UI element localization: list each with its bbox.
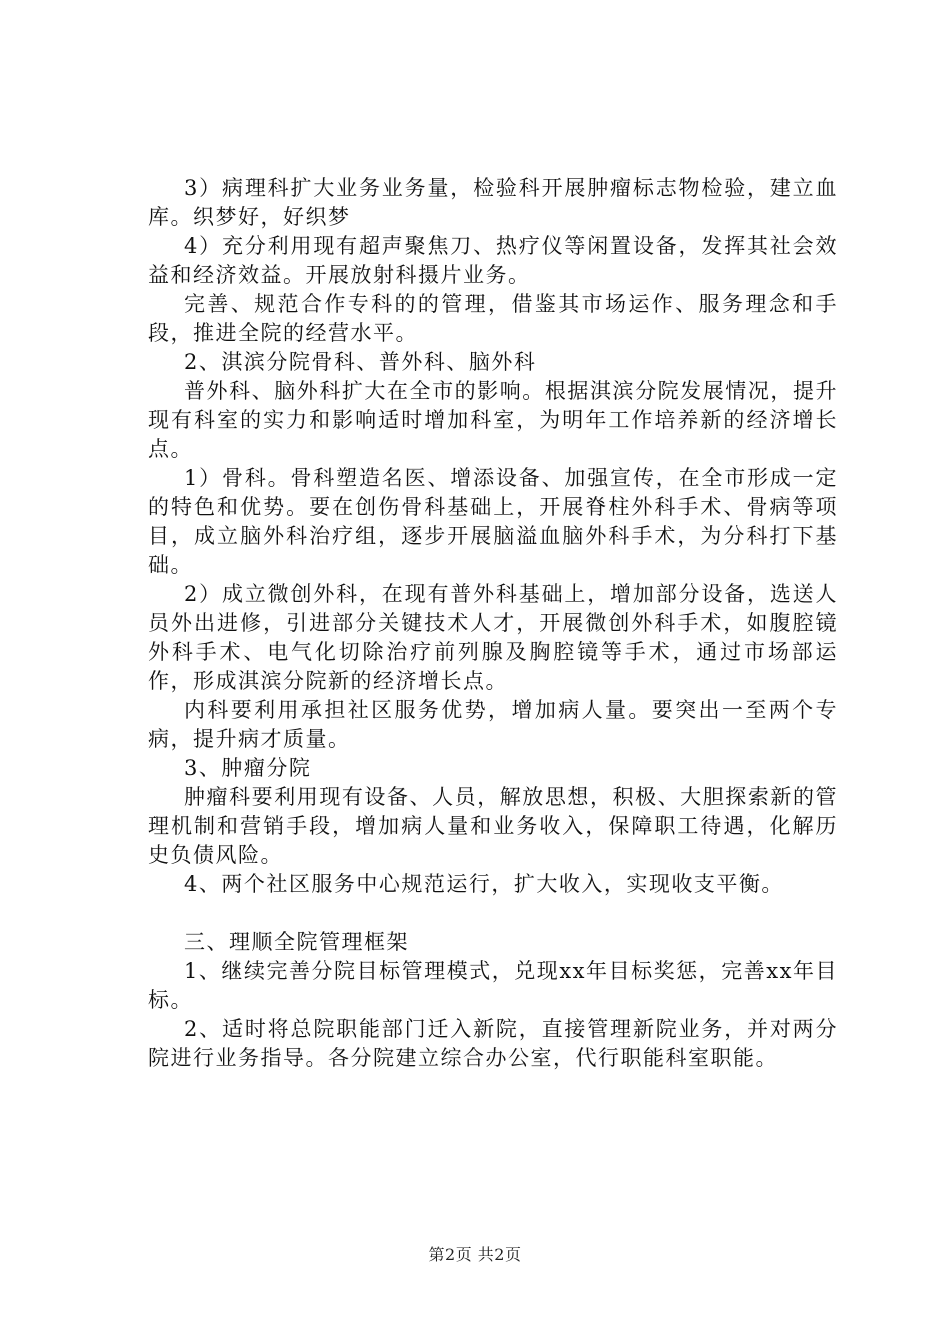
paragraph-idle-equipment: 4）充分利用现有超声聚焦刀、热疗仪等闲置设备，发挥其社会效益和经济效益。开展放射科摄片业务。: [148, 234, 838, 287]
paragraph-community-centers: 4、两个社区服务中心规范运行，扩大收入，实现收支平衡。: [184, 872, 784, 896]
paragraph-pathology: 3）病理科扩大业务业务量，检验科开展肿瘤标志物检验，建立血库。织梦好，好织梦: [148, 176, 838, 229]
document-body: [148, 174, 838, 1073]
paragraph-cooperation: 完善、规范合作专科的的管理，借鉴其市场运作、服务理念和手段，推进全院的经营水平。: [148, 292, 838, 345]
paragraph-oncology: 肿瘤科要利用现有设备、人员，解放思想，积极、大胆探索新的管理机制和营销手段，增加病人量和业务收入，保障职工待遇，化解历史负债风险。: [148, 785, 838, 867]
paragraph-functional-departments: 2、适时将总院职能部门迁入新院，直接管理新院业务，并对两分院进行业务指导。各分院建立综合办公室，代行职能科室职能。: [148, 1017, 838, 1070]
paragraph-target-management: 1、继续完善分院目标管理模式，兑现xx年目标奖惩，完善xx年目标。: [148, 959, 838, 1012]
paragraph-internal-medicine: 内科要利用承担社区服务优势，增加病人量。要突出一至两个专病，提升病才质量。: [148, 698, 838, 751]
section-heading-management: 三、理顺全院管理框架: [184, 930, 409, 954]
paragraph-oncology-heading: 3、肿瘤分院: [184, 756, 312, 780]
paragraph-qibin-intro: 普外科、脑外科扩大在全市的影响。根据淇滨分院发展情况，提升现有科室的实力和影响适时增加科室，为明年工作培养新的经济增长点。: [148, 379, 838, 461]
page-number-footer: 第2页 共2页: [428, 1245, 522, 1264]
paragraph-orthopedics: 1）骨科。骨科塑造名医、增添设备、加强宣传，在全市形成一定的特色和优势。要在创伤骨科基础上，开展脊柱外科手术、骨病等项目，成立脑外科治疗组，逐步开展脑溢血脑外科手术，为分科打下基础。: [148, 466, 838, 577]
paragraph-minimally-invasive: 2）成立微创外科，在现有普外科基础上，增加部分设备，选送人员外出进修，引进部分关键技术人才，开展微创外科手术，如腹腔镜外科手术、电气化切除治疗前列腺及胸腔镜等手术，通过市场部运作，形成淇滨分院新的经济增长点。: [148, 582, 838, 693]
paragraph-qibin-heading: 2、淇滨分院骨科、普外科、脑外科: [184, 350, 537, 374]
